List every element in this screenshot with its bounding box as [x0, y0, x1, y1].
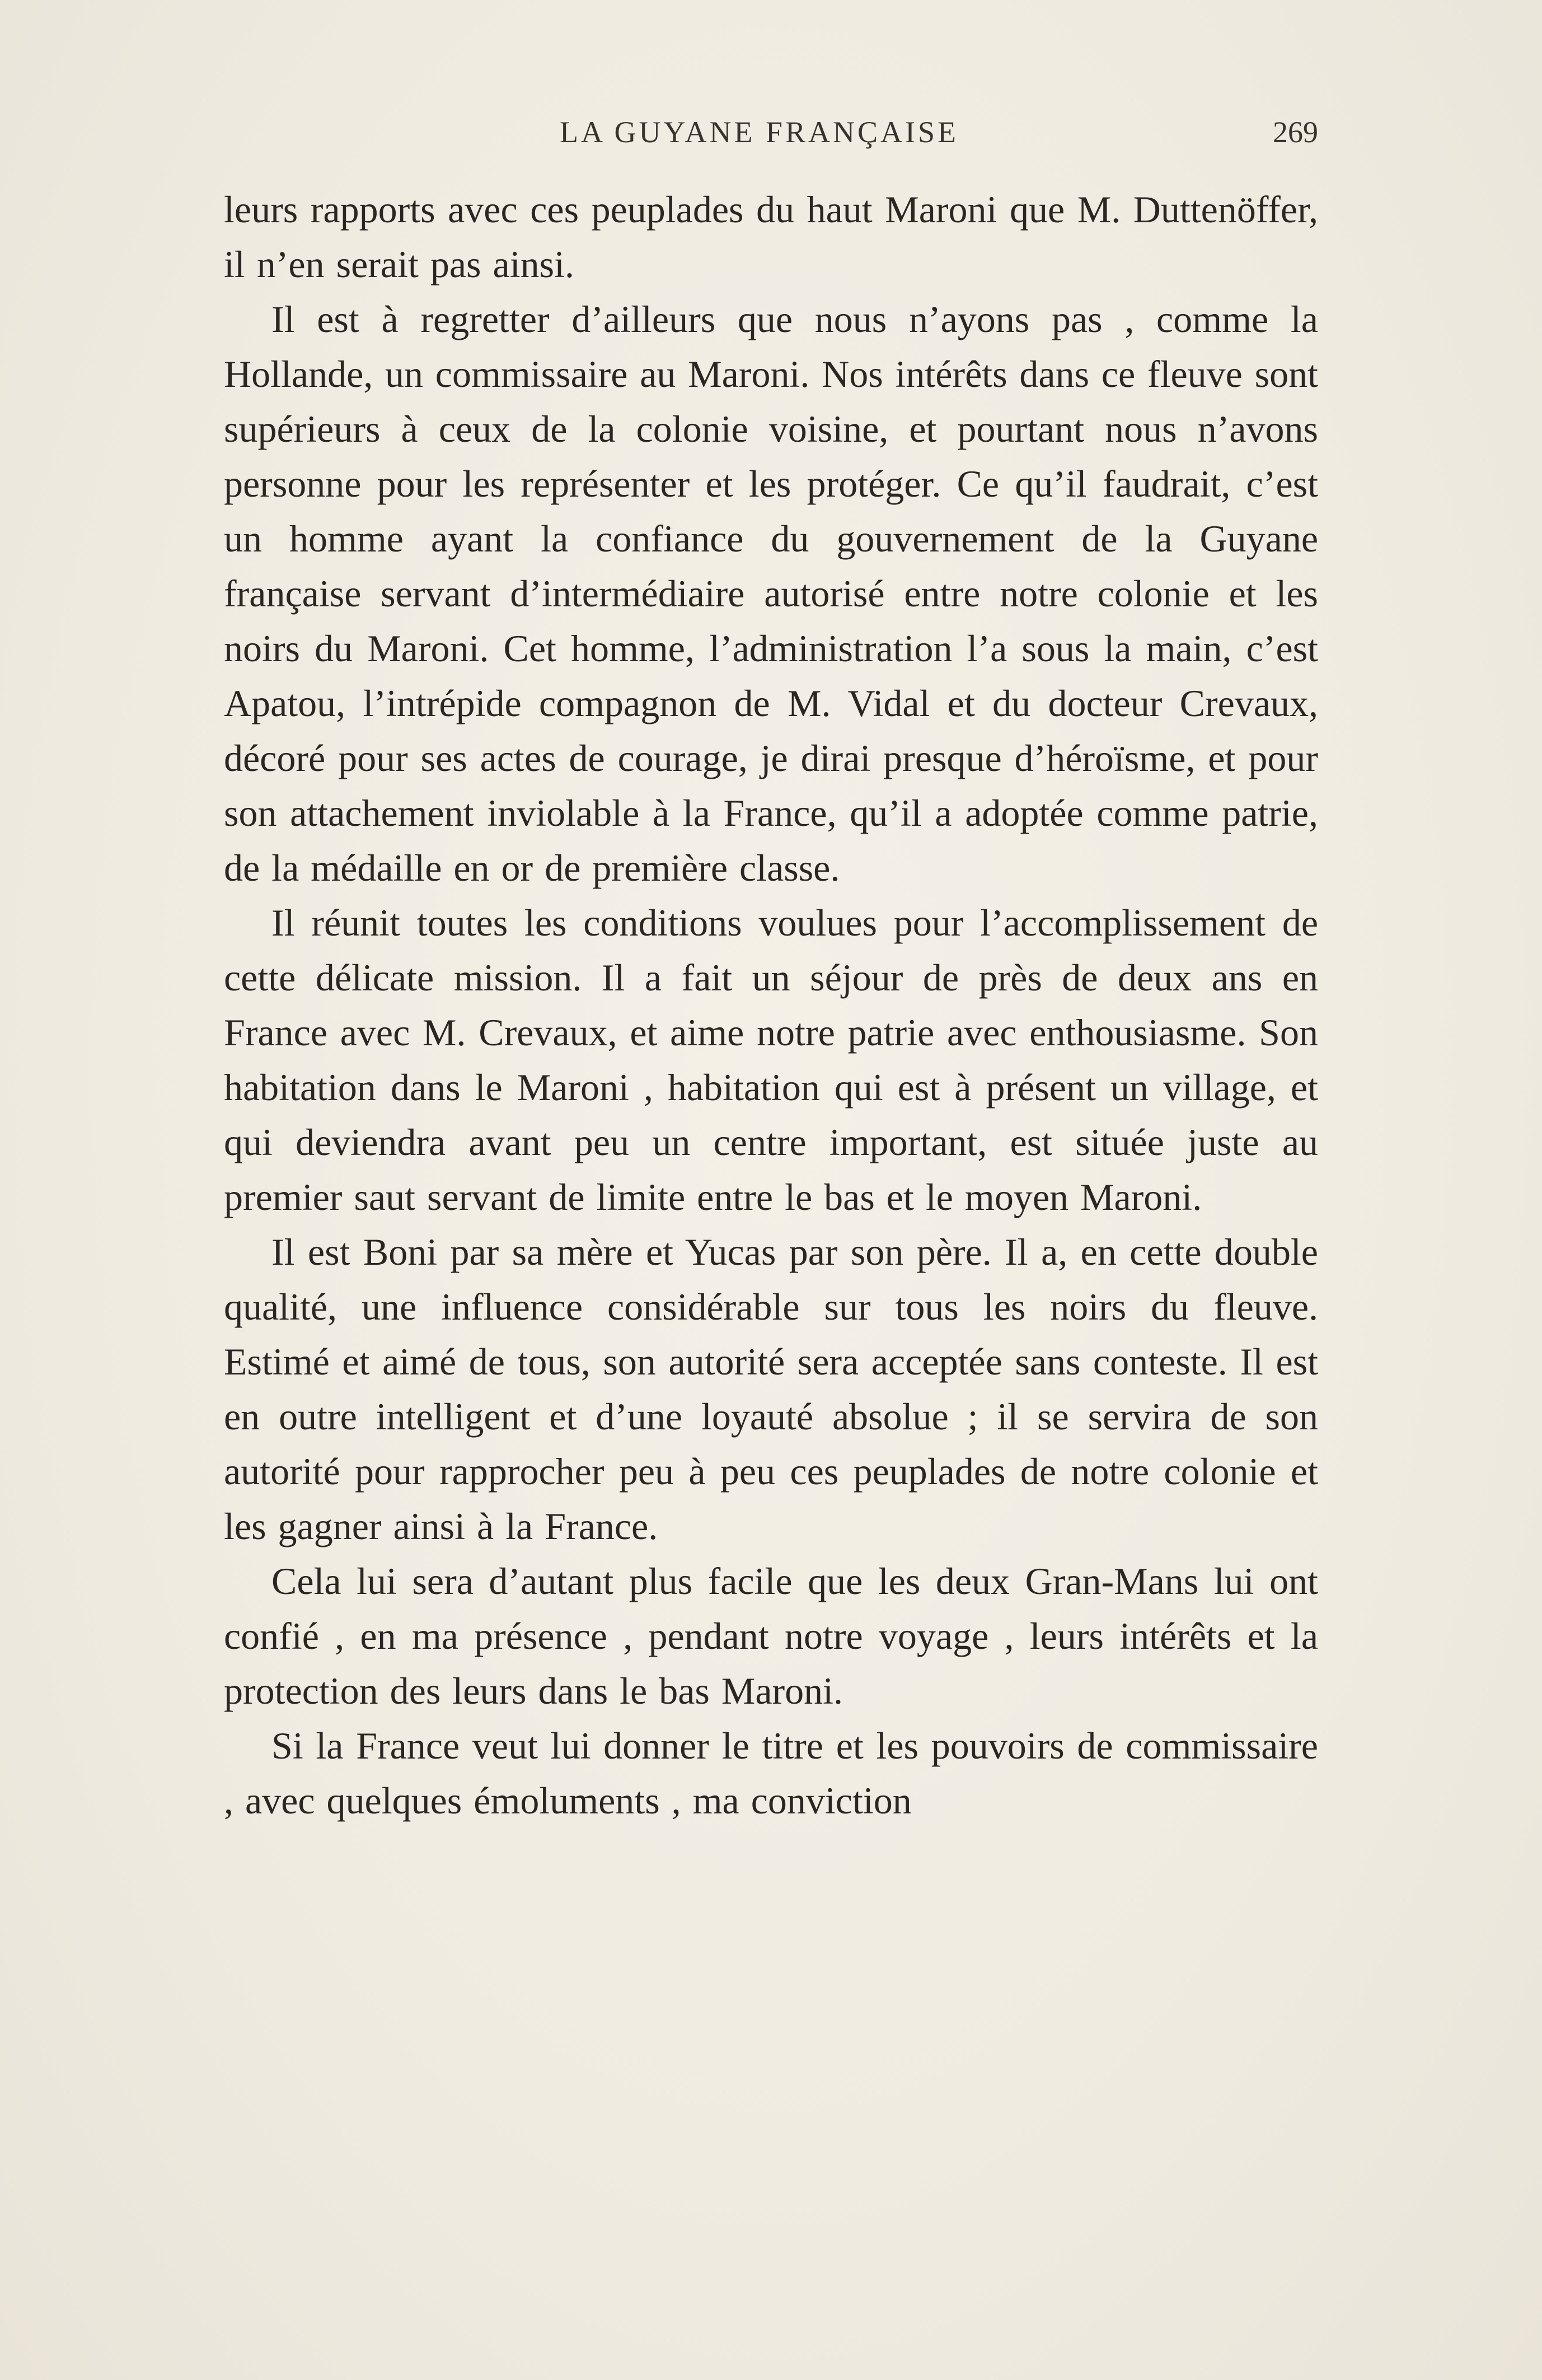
running-head [224, 115, 1318, 154]
paragraph-boni-yucas: Il est Boni par sa mère et Yucas par son père. Il a, en cette double qualité, une influence considérable sur tous les noirs du fleuve. Estimé et aimé de tous, son autorité sera acceptée sans conteste. Il est en outre intelligent et d’une loyauté absolue ; il se servira de son autorité pour rapprocher peu à peu ces peuplades de notre colonie et les gagner ainsi à la France. [224, 1231, 1318, 1547]
running-title: LA GUYANE FRANÇAISE [560, 115, 959, 149]
paragraph-gran-mans: Cela lui sera d’autant plus facile que les deux Gran-Mans lui ont confié , en ma présence , pendant notre voyage , leurs intérêts et la protection des leurs dans le bas Maroni. [224, 1560, 1318, 1712]
paragraph-commissaire: Il est à regretter d’ailleurs que nous n’ayons pas , comme la Hollande, un commissaire au Maroni. Nos intérêts dans ce fleuve sont supérieurs à ceux de la colonie voisine, et pourtant nous n’avons personne pour les représenter et les protéger. Ce qu’il faudrait, c’est un homme ayant la confiance du gouvernement de la Guyane française servant d’intermédiaire autorisé entre notre colonie et les noirs du Maroni. Cet homme, l’administration l’a sous la main, c’est Apatou, l’intrépide compagnon de M. Vidal et du docteur Crevaux, décoré pour ses actes de courage, je dirai presque d’héroïsme, et pour son attachement inviolable à la France, qu’il a adoptée comme patrie, de la médaille en or de première classe. [224, 298, 1318, 889]
paragraph-conviction: Si la France veut lui donner le titre et les pouvoirs de commissaire , avec quelques émoluments , ma conviction [224, 1724, 1318, 1822]
page-number: 269 [1273, 115, 1318, 149]
body-text [224, 182, 1318, 1828]
paragraph-continuation: leurs rapports avec ces peuplades du haut Maroni que M. Duttenöffer, il n’en serait pas ainsi. [224, 188, 1318, 286]
paragraph-mission: Il réunit toutes les conditions voulues pour l’accomplissement de cette délicate mission. Il a fait un séjour de près de deux ans en France avec M. Crevaux, et aime notre patrie avec enthousiasme. Son habitation dans le Maroni , habitation qui est à présent un village, et qui deviendra avant peu un centre important, est située juste au premier saut servant de limite entre le bas et le moyen Maroni. [224, 901, 1318, 1218]
